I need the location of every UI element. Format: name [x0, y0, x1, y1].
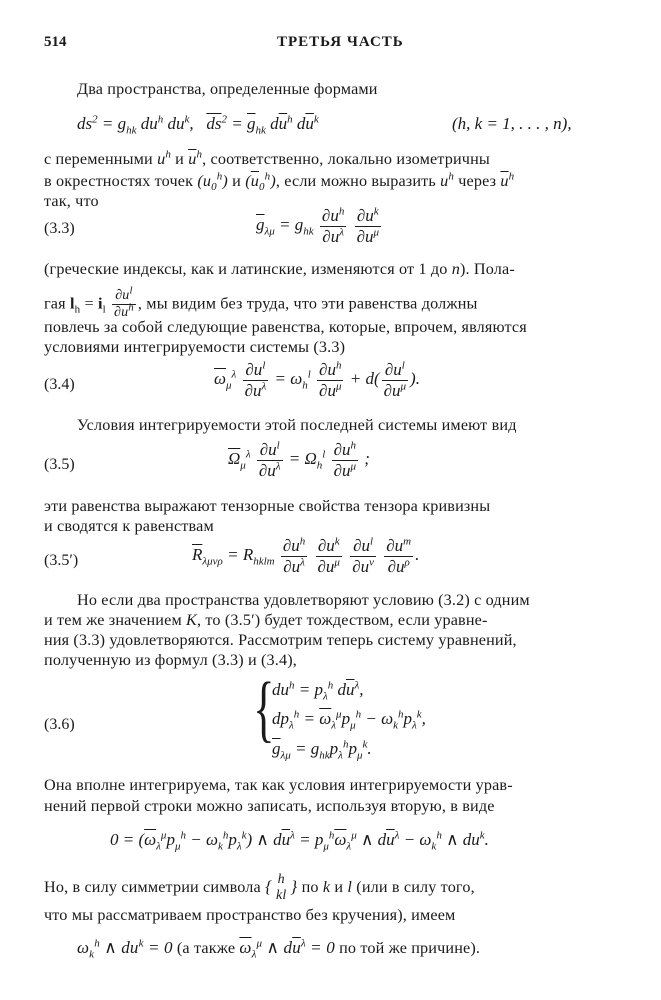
- paragraph-line: полученную из формул (3.3) и (3.4),: [44, 651, 297, 669]
- paragraph-line: (греческие индексы, как и латинские, изменяются от 1 до n). Пола-: [44, 260, 515, 278]
- paragraph-line: и тем же значением K, то (3.5′) будет тождеством, если уравне-: [44, 611, 488, 629]
- paragraph-line: Два пространства, определенные формами: [77, 80, 378, 98]
- paragraph-line: так, что: [44, 192, 99, 210]
- left-brace: {: [253, 668, 275, 750]
- equation-3-3: $\overline{g}_{\lambda\mu} = g_{hk}$ $\frac{\partial u^h}{\partial\overline{u}^\lambda}$ $\frac{\partial u^k}{\partial\overline{u}^\mu}$: [256, 205, 380, 246]
- paragraph-line: эти равенства выражают тензорные свойства тензора кривизны: [44, 497, 491, 515]
- equation-integrability: $0 = (\overline{\omega}_\lambda^\mu p_\mu^h - \omega_k^hp_\lambda^k)$ ∧ $d\overline{u}^\lambda = p_\mu^h\overline{\omega}_\lambda^\mu$ ∧ $d\overline{u}^\lambda - \omega_k^h$ ∧ $du^k$.: [110, 829, 489, 853]
- paragraph-line: повлечь за собой следующие равенства, которые, впрочем, являются: [44, 318, 527, 336]
- paragraph-line: Но, в силу симметрии символа { h kl } по k и l (или в силу того,: [44, 872, 475, 904]
- index-range: (h, k = 1, . . . , n),: [452, 114, 572, 133]
- paragraph-line: с переменными $u^h$ и $\overline{u}^h$, соответственно, локально изометричны: [44, 148, 490, 168]
- paragraph-line: Она вполне интегрируема, так как условия интегрируемости урав-: [44, 776, 513, 794]
- paragraph-line: в окрестностях точек $(u_0^h)$ и $(\overline{u}_0^h)$, если можно выразить $u^h$ через $\overline{u}^h$: [44, 170, 515, 194]
- system-line-2: $dp_\lambda^h = \overline{\omega}_\lambda^\mu p_\mu^h - \omega_k^hp_\lambda^k$,: [272, 708, 426, 732]
- paragraph-line: $\omega_k^h$ ∧ $du^k = 0$ (а также $\overline{\omega}_\lambda^\mu$ ∧ $d\overline{u}^\lambda = 0$ по той же причине).: [77, 937, 481, 961]
- paragraph-line: ния (3.3) удовлетворяются. Рассмотрим теперь систему уравнений,: [44, 631, 517, 649]
- equation-number: (3.5′): [44, 552, 79, 569]
- equation-number: (3.6): [44, 716, 75, 733]
- paragraph-line: что мы рассматриваем пространство без кручения), имеем: [44, 906, 456, 924]
- equation-3-4: $\overline{\omega}_\mu^\lambda$ $\frac{\partial u^l}{\partial\overline{u}^\lambda}$ = $\omega_h^l$ $\frac{\partial u^h}{\partial\overline{u}^\mu}$ + d( $\frac{\partial u^l}{\partial\overline{u}^\mu}$ ).: [214, 359, 420, 400]
- equation-number: (3.3): [44, 220, 75, 237]
- paragraph-line: гая $l_h = i_l$ $\frac{\partial u^l}{\partial\overline{u}^h}$ , мы видим без труда, что эти равенства должны: [44, 284, 478, 321]
- equation-number: (3.4): [44, 376, 75, 393]
- paragraph-line: и сводятся к равенствам: [44, 517, 214, 535]
- system-line-1: $du^h = p_\lambda^h$ $d\overline{u}^\lambda$,: [272, 679, 364, 703]
- running-title: ТРЕТЬЯ ЧАСТЬ: [277, 34, 404, 50]
- paragraph-line: нений первой строки можно записать, используя вторую, в виде: [44, 797, 495, 815]
- system-line-3: $\overline{g}_{\lambda\mu} = g_{hk}p_\lambda^hp_\mu^k$.: [272, 738, 372, 762]
- equation-3-5: $\overline{\Omega}_\mu^\lambda$ $\frac{\partial u^l}{\partial\overline{u}^\lambda}$ = $\Omega_h^l$ $\frac{\partial u^h}{\partial\overline{u}^\mu}$ ;: [228, 439, 370, 480]
- page-number: 514: [44, 34, 67, 50]
- paragraph-line: условиями интегрируемости системы (3.3): [44, 338, 346, 356]
- equation-ds: $ds^2 = g_{hk}$ $du^h$ $du^k$, $\overline{ds}^2 = \overline{g}_{hk}$ $d\overline{u}^h$ $d\overline{u}^k$: [77, 113, 319, 137]
- equation-3-5-prime: $\overline{R}_{\lambda\mu\nu\rho} = R_{hklm}$ $\frac{\partial u^h}{\partial u^\lambda}$ $\frac{\partial u^k}{\partial\overline{u}^\mu}$ $\frac{\partial u^l}{\partial\overline{u}^\nu}$ $\frac{\partial u^m}{\partial\overline{u}^\rho}$ .: [192, 535, 420, 576]
- equation-number: (3.5): [44, 456, 75, 473]
- paragraph-line: Условия интегрируемости этой последней системы имеют вид: [77, 416, 517, 434]
- paragraph-line: Но если два пространства удовлетворяют условию (3.2) с одним: [77, 591, 530, 609]
